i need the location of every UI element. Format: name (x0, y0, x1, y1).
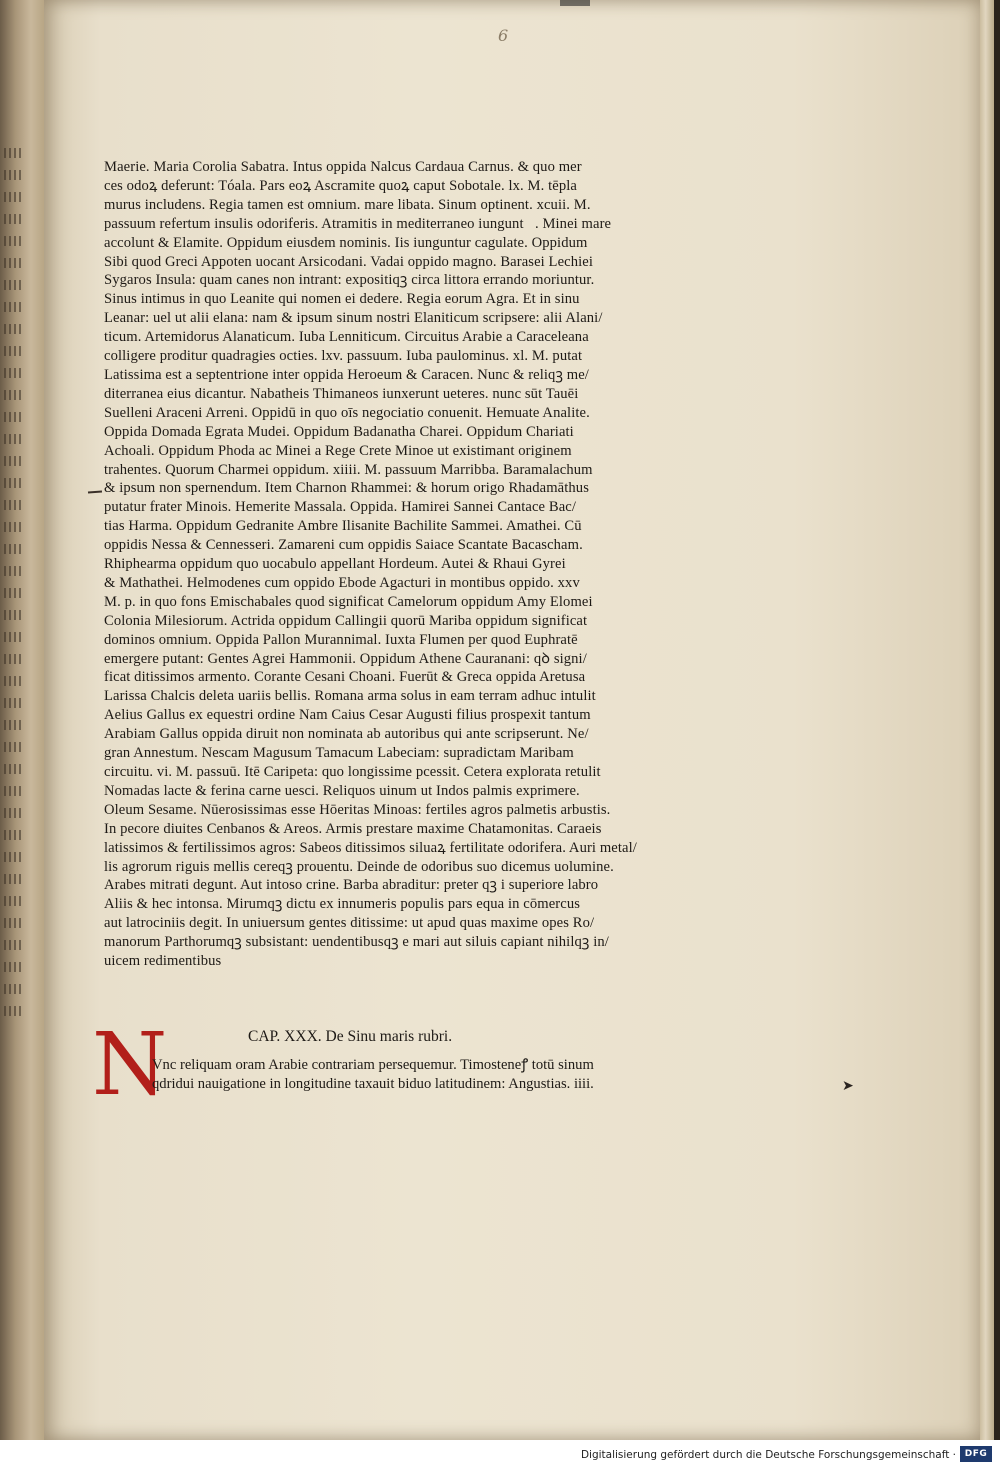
text-line: dominos omnium. Oppida Pallon Murannimal. Iuxta Flumen per quod Euphratē (104, 631, 578, 648)
text-line: murus includens. Regia tamen est omnium. mare libata. Sinum optinent. xcuii. M. (104, 196, 591, 213)
margin-pointer-mark: ➤ (842, 1078, 854, 1094)
text-line: Aliis & hec intonsa. Mirumqꝫ dictu ex innumeris populis pars equa in cōmercus (104, 896, 580, 913)
text-line: colligere proditur quadragies octies. lxv. passuum. Iuba paulominus. xl. M. putat (104, 348, 583, 365)
body-text (104, 158, 714, 971)
text-line: Latissima est a septentrione inter oppida Heroeum & Caracen. Nunc & reliqꝫ me/ (104, 366, 589, 383)
folio-number: 6 (498, 26, 509, 45)
page-edge-right (980, 0, 994, 1440)
text-line: M. p. in quo fons Emischabales quod significat Camelorum oppidum Amy Elomei (104, 593, 593, 610)
chapter-text-line: Vnc reliquam oram Arabie contrariam persequemur. Timosteneꝭ totū sinum (152, 1057, 594, 1073)
text-line: Larissa Chalcis deleta uariis bellis. Romana arma solus in eam terram adhuc intulit (104, 688, 596, 705)
text-line: In pecore diuites Cenbanos & Areos. Armis prestare maxime Chatamonitas. Caraeis (104, 820, 602, 837)
text-line: emergere putant: Gentes Agrei Hammonii. Oppidum Athene Cauranani: qꝺ signi/ (104, 650, 587, 667)
text-line: Sibi quod Greci Appoten uocant Arsicodani. Vadai oppido magno. Barasei Lechiei (104, 253, 594, 270)
text-line: Aelius Gallus ex equestri ordine Nam Caius Cesar Augusti filius prospexit tantum (104, 707, 591, 724)
text-line: ces odoꝝ deferunt: Tóala. Pars eoꝝ Ascramite quoꝝ caput Sobotale. lx. M. tēpla (104, 177, 577, 194)
text-line: Maerie. Maria Corolia Sabatra. Intus oppida Nalcus Cardaua Carnus. & quo mer (104, 159, 582, 175)
text-line: Nomadas lacte & ferina carne uesci. Reliquos uinum ut Indos palmis exprimere. (104, 782, 580, 799)
text-line: accolunt & Elamite. Oppidum eiusdem nominis. Iis iunguntur cagulate. Oppidum (104, 234, 588, 251)
text-line: diterranea eius dicantur. Nabatheis Thimaneos iunxerunt ueteres. nunc sūt Tauēi (104, 385, 579, 402)
chapter-heading: CAP. XXX. De Sinu maris rubri. (248, 1028, 453, 1045)
text-line: lis agrorum riguis mellis cereqꝫ prouentu. Deinde de odoribus suo dicemus uolumine. (104, 858, 614, 875)
text-line: gran Annestum. Nescam Magusum Tamacum Labeciam: supradictam Maribam (104, 745, 574, 762)
text-line: passuum refertum insulis odoriferis. Atramitis in mediterraneo iunguntᷓ. Minei mare (104, 215, 612, 232)
text-line: ficat ditissimos armento. Corante Cesani Choani. Fuerūt & Greca oppida Aretusa (104, 669, 586, 686)
footer-attribution: Digitalisierung gefördert durch die Deutsche Forschungsgemeinschaft · (580, 1449, 956, 1461)
chapter-text (152, 1056, 714, 1094)
text-line: Achoali. Oppidum Phoda ac Minei a Rege Crete Minoe ut existimant originem (104, 442, 572, 459)
text-line: putatur frater Minois. Hemerite Massala. Oppida. Hamirei Sannei Cantace Bac/ (104, 499, 577, 516)
text-line: uicem redimentibus (104, 953, 222, 970)
text-line: aut latrociniis degit. In uniuersum gentes ditissime: ut apud quas maxime opes Ro/ (104, 915, 595, 932)
top-ink-mark (560, 0, 590, 6)
text-line: oppidis Nessa & Cennesseri. Zamareni cum oppidis Saiace Scantate Bacascham. (104, 537, 583, 554)
previous-page-edge (0, 140, 28, 1290)
text-line: & ipsum non spernendum. Item Charnon Rhammei: & horum origo Rhadamāthus (104, 480, 589, 497)
text-line: Sygaros Insula: quam canes non intrant: expositiqꝫ circa littora errando moriuntur. (104, 272, 595, 289)
text-line: Sinus intimus in quo Leanite qui nomen ei dedere. Regia eorum Agra. Et in sinu (104, 291, 580, 308)
text-line: ticum. Artemidorus Alanaticum. Iuba Lenniticum. Circuitus Arabie a Caraceleana (104, 329, 589, 346)
text-line: latissimos & fertilissimos agros: Sabeos ditissimos siluaꝝ fertilitate odorifera. Auri metal/ (104, 839, 637, 856)
text-line: Oleum Sesame. Nūerosissimas esse Hōeritas Minoas: fertiles agros palmetis arbustis. (104, 801, 611, 818)
rubricated-initial: N (92, 1015, 168, 1115)
text-line: Arabes mitrati degunt. Aut intoso crine. Barba abraditur: preter qꝫ i superiore labro (104, 877, 599, 894)
text-line: Arabiam Gallus oppida diruit non nominata ab autoribus qui ante scripserunt. Ne/ (104, 726, 589, 743)
dfg-logo: DFG (960, 1446, 992, 1462)
text-line: Leanar: uel ut alii elana: nam & ipsum sinum nostri Elaniticum scripsere: alii Alani/ (104, 310, 603, 327)
text-line: tias Harma. Oppidum Gedranite Ambre Ilisanite Bachilite Sammei. Amathei. Cū (104, 518, 582, 535)
text-line: circuitu. vi. M. passuū. Itē Caripeta: quo longissime pcessit. Cetera explorata retulit (104, 764, 601, 780)
chapter-text-line: qdridui nauigatione in longitudine taxauit biduo latitudinem: Angustias. iiii. (152, 1075, 594, 1092)
text-line: Colonia Milesiorum. Actrida oppidum Callingii quorū Mariba oppidum significat (104, 612, 588, 629)
text-line: Rhiphearma oppidum quo uocabulo appellant Hordeum. Autei & Rhaui Gyrei (104, 556, 566, 573)
text-line: trahentes. Quorum Charmei oppidum. xiiii. M. passuum Marribba. Baramalachum (104, 461, 593, 478)
text-line: Suelleni Araceni Arreni. Oppidū in quo oīs negociatio conuenit. Hemuate Analite. (104, 404, 590, 421)
text-line: manorum Parthorumqꝫ subsistant: uendentibusqꝫ e mari aut siluis capiant nihilqꝫ in/ (104, 934, 609, 951)
text-line: Oppida Domada Egrata Mudei. Oppidum Badanatha Charei. Oppidum Chariati (104, 423, 574, 440)
text-line: & Mathathei. Helmodenes cum oppido Ebode Agacturi in montibus oppido. xxv (104, 574, 580, 591)
